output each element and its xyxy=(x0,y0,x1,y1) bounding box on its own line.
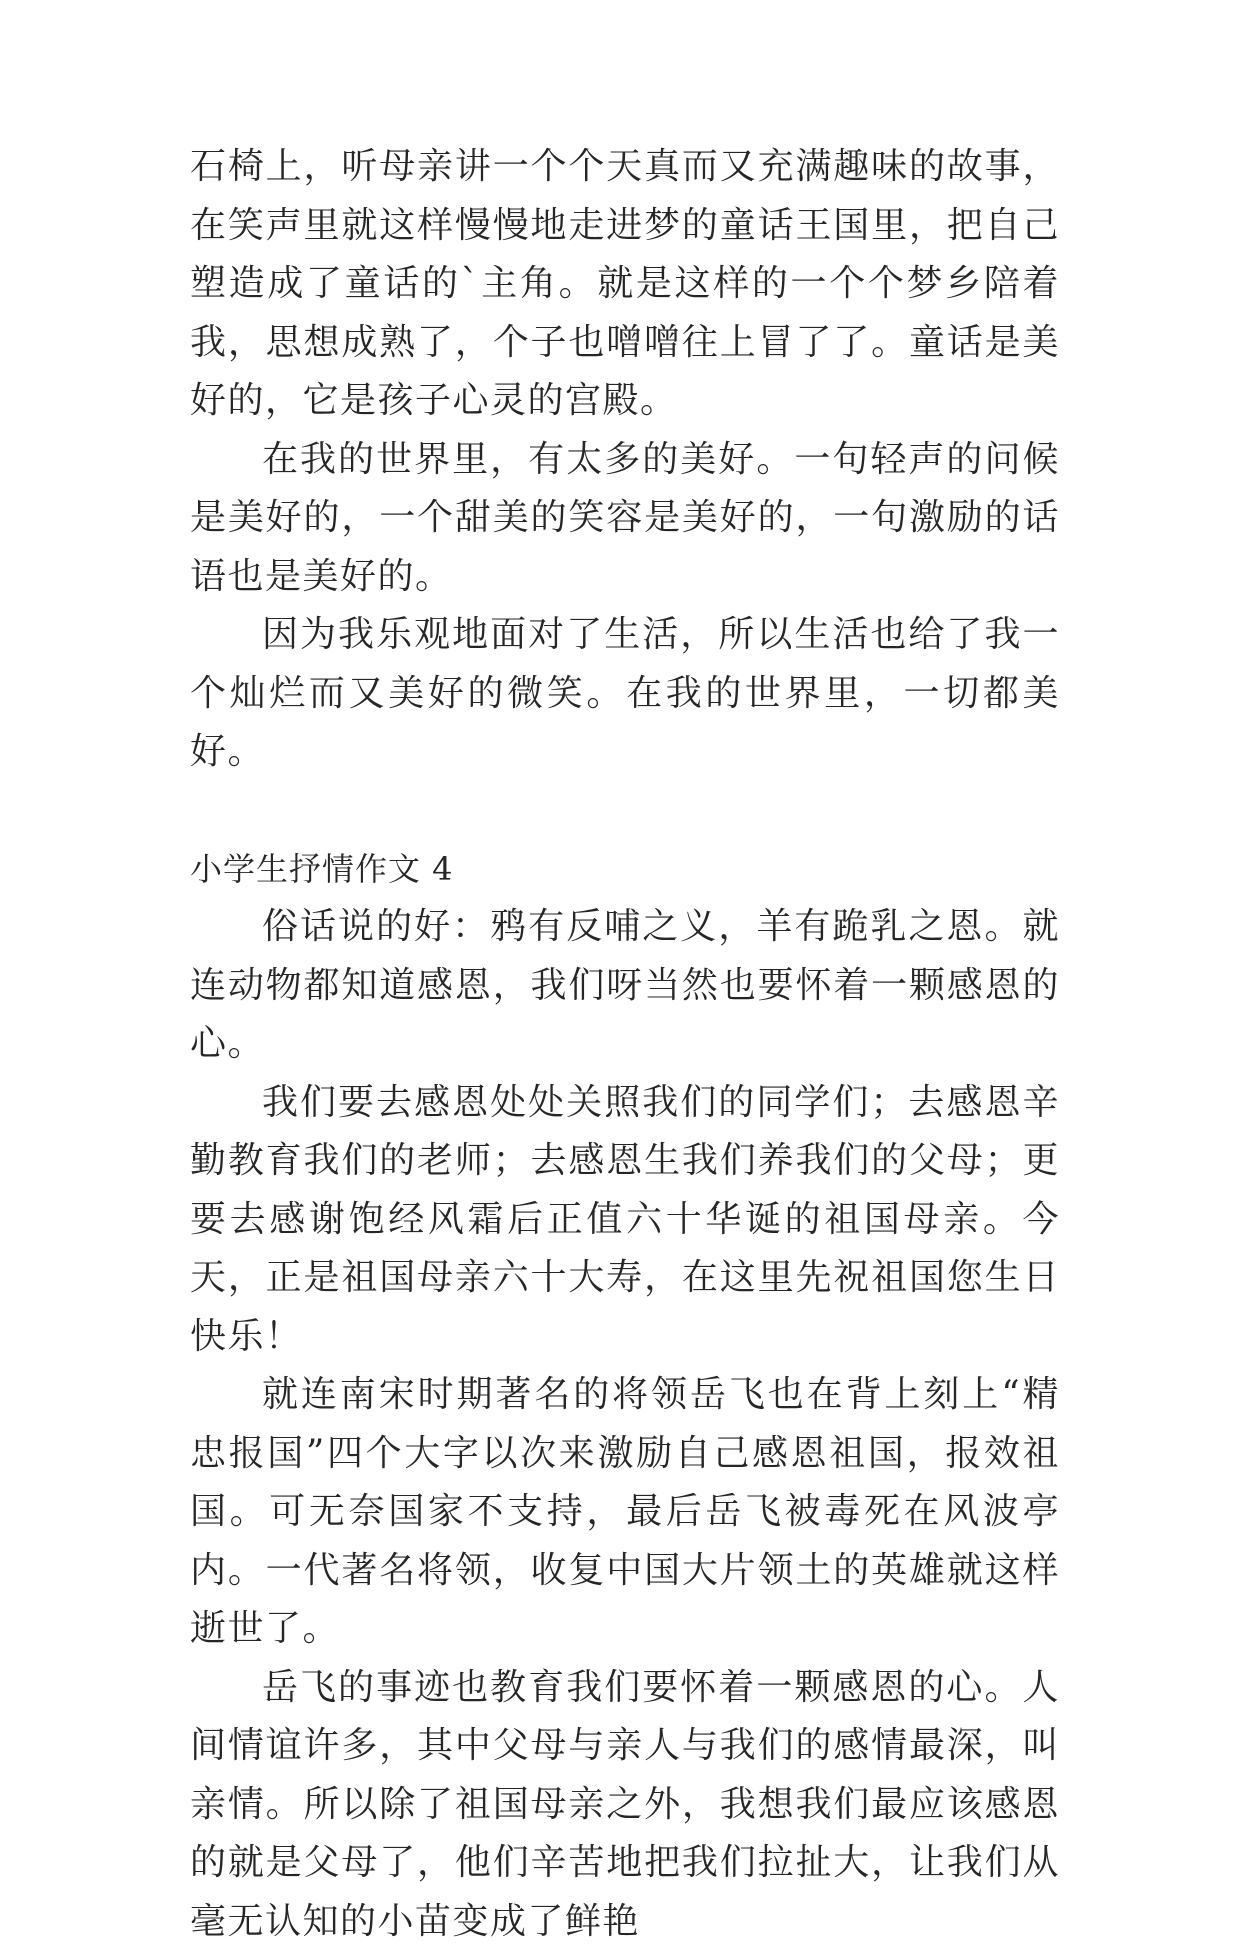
paragraph-proverb: 俗话说的好：鸦有反哺之义，羊有跪乳之恩。就连动物都知道感恩，我们呀当然也要怀着一颗感恩的心。 xyxy=(190,898,1060,1074)
document-body xyxy=(190,138,1060,1951)
section-title: 小学生抒情作文 4 xyxy=(190,840,1060,899)
paragraph-world-beauty: 在我的世界里，有太多的美好。一句轻声的问候是美好的，一个甜美的笑容是美好的，一句激励的话语也是美好的。 xyxy=(190,431,1060,607)
paragraph-optimism: 因为我乐观地面对了生活，所以生活也给了我一个灿烂而又美好的微笑。在我的世界里，一切都美好。 xyxy=(190,606,1060,782)
paragraph-gratitude-list: 我们要去感恩处处关照我们的同学们；去感恩辛勤教育我们的老师；去感恩生我们养我们的父母；更要去感谢饱经风霜后正值六十华诞的祖国母亲。今天，正是祖国母亲六十大寿，在这里先祝祖国您生日快乐！ xyxy=(190,1074,1060,1367)
section-gap xyxy=(190,782,1060,840)
paragraph-parents: 岳飞的事迹也教育我们要怀着一颗感恩的心。人间情谊许多，其中父母与亲人与我们的感情最深，叫亲情。所以除了祖国母亲之外，我想我们最应该感恩的就是父母了，他们辛苦地把我们拉扯大，让我们从毫无认知的小苗变成了鲜艳 xyxy=(190,1659,1060,1951)
paragraph-continued: 石椅上，听母亲讲一个个天真而又充满趣味的故事，在笑声里就这样慢慢地走进梦的童话王国里，把自己塑造成了童话的`主角。就是这样的一个个梦乡陪着我，思想成熟了，个子也噌噌往上冒了了。童话是美好的，它是孩子心灵的宫殿。 xyxy=(190,138,1060,431)
paragraph-yue-fei: 就连南宋时期著名的将领岳飞也在背上刻上“精忠报国”四个大字以次来激励自己感恩祖国，报效祖国。可无奈国家不支持，最后岳飞被毒死在风波亭内。一代著名将领，收复中国大片领土的英雄就这样逝世了。 xyxy=(190,1366,1060,1659)
